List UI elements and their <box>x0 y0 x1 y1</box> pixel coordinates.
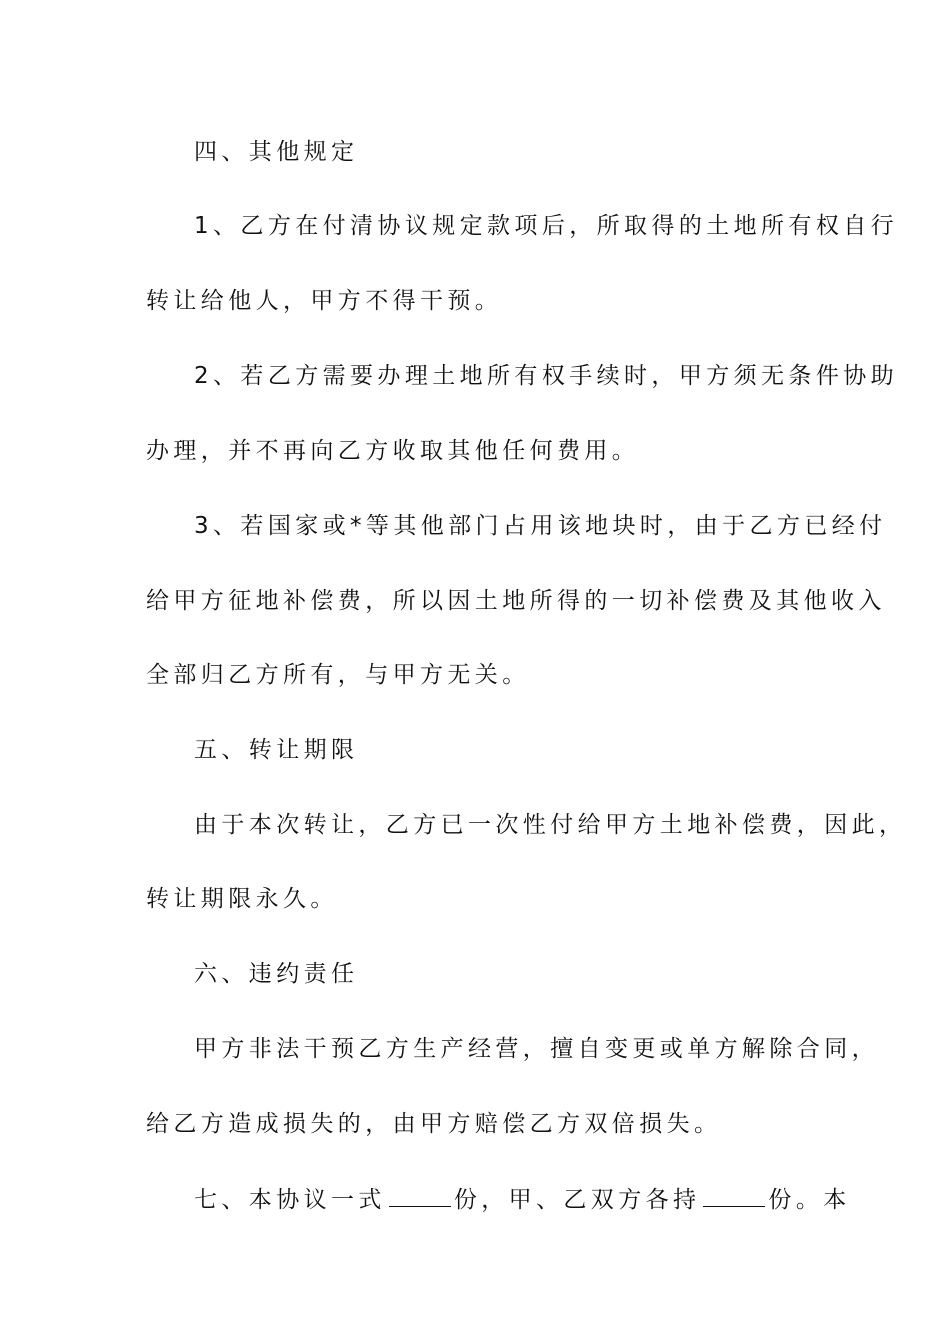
paragraph-line: 转让给他人，甲方不得干预。 <box>146 288 503 314</box>
section-heading-transfer-term: 五、转让期限 <box>194 737 359 763</box>
paragraph-line: 给甲方征地补偿费，所以因土地所得的一切补偿费及其他收入 <box>146 588 886 614</box>
paragraph-line: 1、乙方在付清协议规定款项后，所取得的土地所有权自行 <box>194 213 899 239</box>
copies-text-part3: 份。本 <box>768 1187 851 1213</box>
paragraph-line: 办理，并不再向乙方收取其他任何费用。 <box>146 438 640 464</box>
paragraph-line: 转让期限永久。 <box>146 886 338 912</box>
copies-text-part2: 份，甲、乙双方各持 <box>453 1187 701 1213</box>
paragraph-line: 全部归乙方所有，与甲方无关。 <box>146 662 530 688</box>
paragraph-line: 3、若国家或*等其他部门占用该地块时，由于乙方已经付 <box>194 513 887 539</box>
copies-each-blank <box>703 1184 765 1207</box>
section-heading-liability: 六、违约责任 <box>194 961 359 987</box>
paragraph-line: 由于本次转让，乙方已一次性付给甲方土地补偿费，因此， <box>194 812 907 838</box>
paragraph-line: 2、若乙方需要办理土地所有权手续时，甲方须无条件协助 <box>194 363 899 389</box>
paragraph-line-copies <box>194 1184 851 1215</box>
paragraph-line: 给乙方造成损失的，由甲方赔偿乙方双倍损失。 <box>146 1111 722 1137</box>
paragraph-line: 甲方非法干预乙方生产经营，擅自变更或单方解除合同， <box>194 1036 879 1062</box>
section-heading-other-provisions: 四、其他规定 <box>194 139 359 165</box>
copies-text-part1: 七、本协议一式 <box>194 1187 386 1213</box>
copies-total-blank <box>389 1184 451 1207</box>
